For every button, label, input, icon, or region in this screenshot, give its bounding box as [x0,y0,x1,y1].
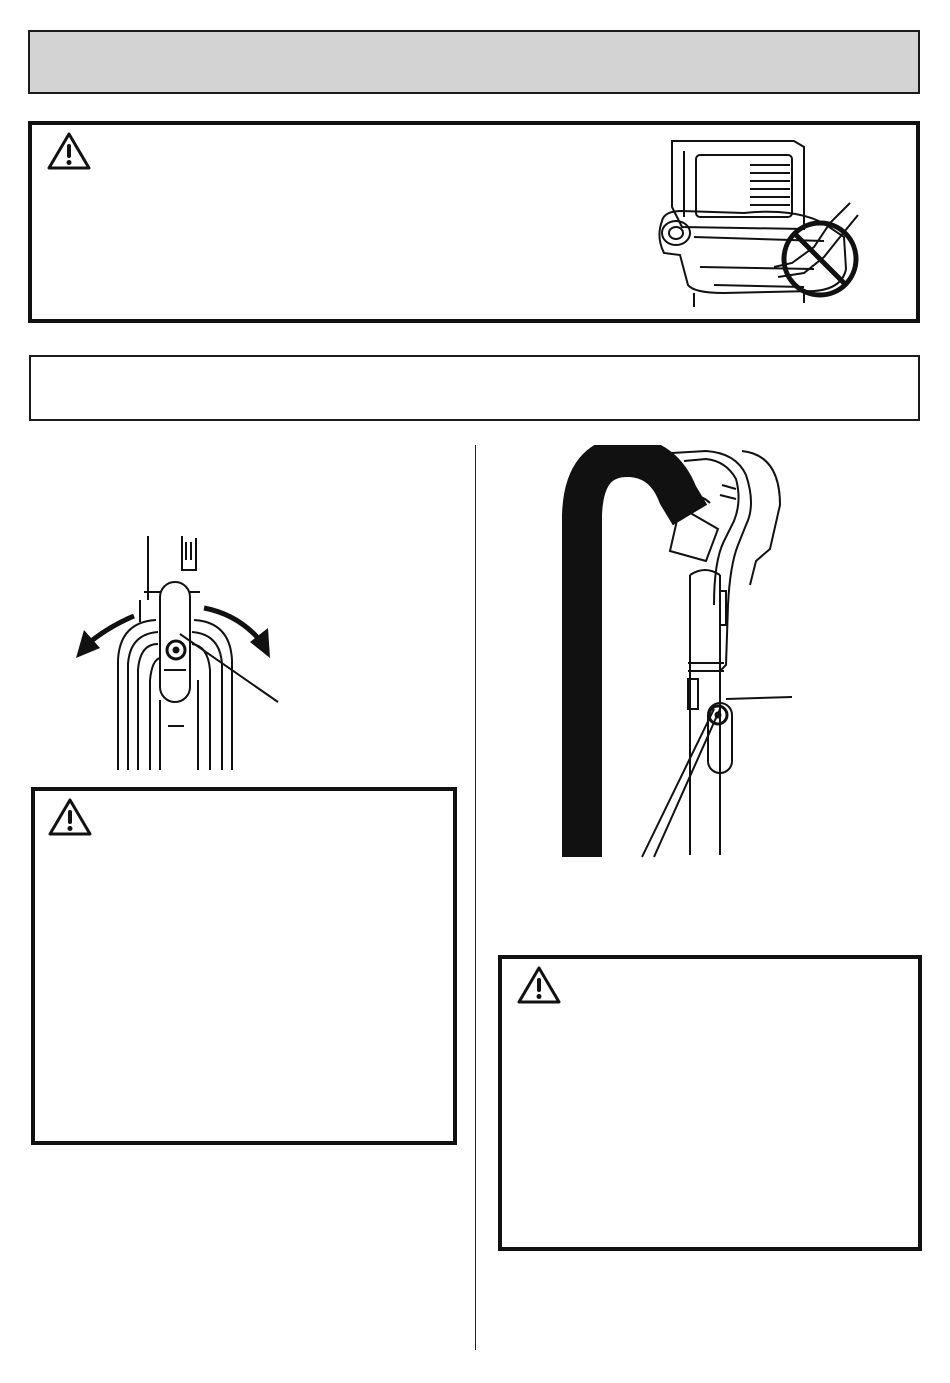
right-warning-box [498,955,922,1251]
nozzle-prohibited-illustration [654,137,874,313]
left-warning-box [31,787,457,1145]
cord-hook-illustration [60,530,300,775]
top-warning-box [28,121,920,323]
section-header-bar [28,30,920,94]
column-divider [475,445,476,1350]
warning-triangle-icon [47,797,93,837]
warning-triangle-icon [516,965,562,1005]
warning-triangle-icon [46,131,92,171]
hose-handle-illustration [560,445,800,860]
notice-bar [29,355,920,421]
